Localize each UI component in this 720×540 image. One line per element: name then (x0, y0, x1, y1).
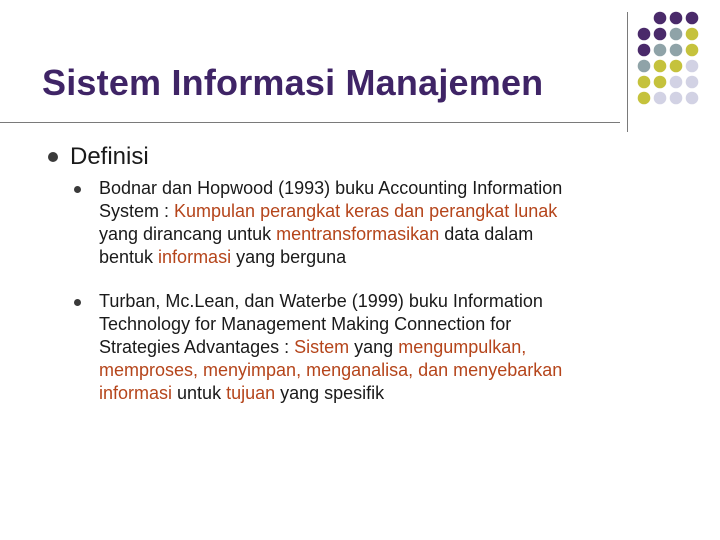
decorative-dot (638, 76, 651, 89)
decorative-dot (670, 92, 683, 105)
item2-line5: informasi untuk tujuan yang spesifik (99, 383, 385, 403)
heading-definisi: Definisi (70, 143, 149, 170)
title-divider (0, 122, 620, 123)
item2-line2: Technology for Management Making Connection for (99, 314, 512, 334)
bullet-level2-icon (74, 186, 81, 193)
item1-line4: bentuk informasi yang berguna (99, 247, 347, 267)
decorative-dot (654, 28, 667, 41)
decorative-dot (686, 44, 699, 57)
decorative-dot (686, 28, 699, 41)
item1-line1: Bodnar dan Hopwood (1993) buku Accounting Information (99, 178, 563, 198)
decorative-dot (686, 60, 699, 73)
bullet-level1-icon (48, 152, 58, 162)
decorative-dot (670, 12, 683, 25)
decorative-dot (638, 60, 651, 73)
vertical-divider (627, 12, 628, 132)
item1-line3: yang dirancang untuk mentransformasikan data dalam (99, 224, 534, 244)
decorative-dot (670, 76, 683, 89)
slide-title: Sistem Informasi Manajemen (42, 62, 544, 103)
item2-line1: Turban, Mc.Lean, dan Waterbe (1999) buku Information (99, 291, 543, 311)
bullet-level2-icon (74, 299, 81, 306)
item1-line2: System : Kumpulan perangkat keras dan perangkat lunak (99, 201, 558, 221)
decorative-dot (686, 12, 699, 25)
decorative-dot (670, 60, 683, 73)
decorative-dot (654, 60, 667, 73)
item2-line3: Strategies Advantages : Sistem yang mengumpulkan, (99, 337, 527, 357)
decorative-dot (654, 92, 667, 105)
decorative-dot (670, 44, 683, 57)
decorative-dot (638, 28, 651, 41)
decorative-dot (670, 28, 683, 41)
decorative-dot (654, 44, 667, 57)
decorative-dot (654, 12, 667, 25)
decorative-dot (686, 92, 699, 105)
item2-line4: memproses, menyimpan, menganalisa, dan menyebarkan (99, 360, 563, 380)
decorative-dot (686, 76, 699, 89)
decorative-dot (654, 76, 667, 89)
decorative-dot (638, 44, 651, 57)
decorative-dot (638, 92, 651, 105)
